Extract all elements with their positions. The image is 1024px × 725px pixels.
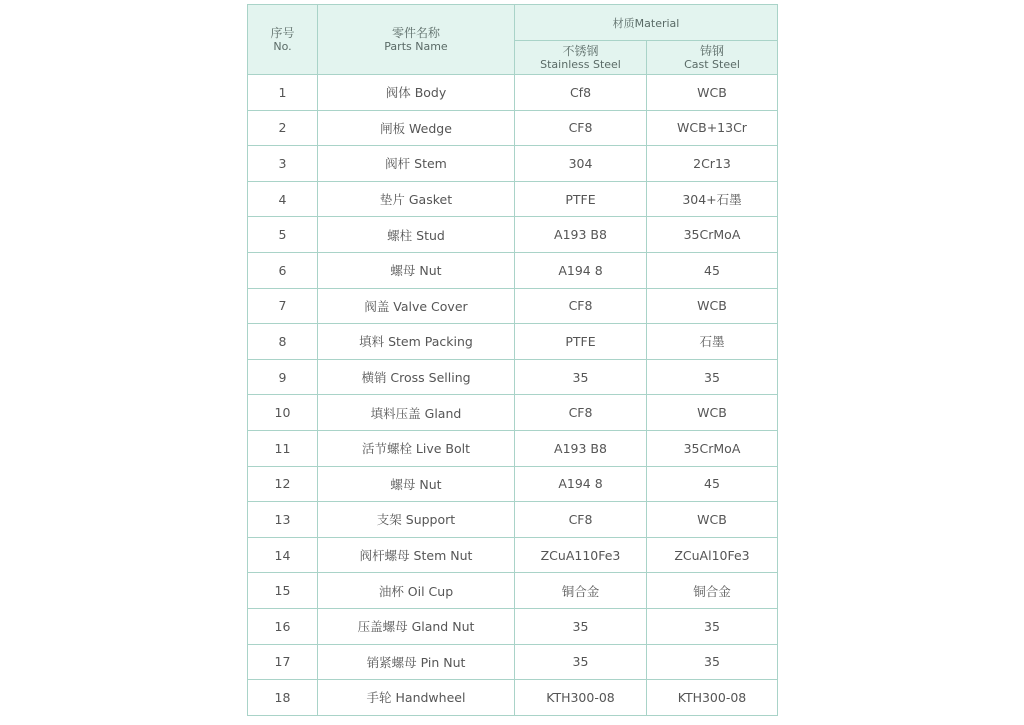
cell-part-name: 阀体 Body xyxy=(318,75,515,111)
cell-part-name: 阀盖 Valve Cover xyxy=(318,288,515,324)
cell-no: 4 xyxy=(248,181,318,217)
cell-stainless-steel: 35 xyxy=(515,608,647,644)
table-row xyxy=(248,324,778,360)
cell-part-name: 压盖螺母 Gland Nut xyxy=(318,608,515,644)
cell-no: 12 xyxy=(248,466,318,502)
cell-no: 8 xyxy=(248,324,318,360)
cell-stainless-steel: 铜合金 xyxy=(515,573,647,609)
cell-stainless-steel: A194 8 xyxy=(515,252,647,288)
cell-cast-steel: WCB xyxy=(647,395,778,431)
table-row xyxy=(248,75,778,111)
cell-no: 10 xyxy=(248,395,318,431)
cell-no: 3 xyxy=(248,146,318,182)
cell-part-name: 阀杆螺母 Stem Nut xyxy=(318,537,515,573)
cell-stainless-steel: PTFE xyxy=(515,181,647,217)
cell-stainless-steel: CF8 xyxy=(515,502,647,538)
cell-cast-steel: 35 xyxy=(647,359,778,395)
cell-cast-steel: 2Cr13 xyxy=(647,146,778,182)
table-row xyxy=(248,288,778,324)
header-no-en: No. xyxy=(273,40,292,53)
cell-stainless-steel: 35 xyxy=(515,644,647,680)
table-row xyxy=(248,395,778,431)
cell-cast-steel: 35 xyxy=(647,608,778,644)
header-cast-steel xyxy=(647,41,778,75)
cell-part-name: 螺母 Nut xyxy=(318,252,515,288)
table-row xyxy=(248,110,778,146)
cell-part-name: 手轮 Handwheel xyxy=(318,680,515,716)
table-row xyxy=(248,644,778,680)
table-row xyxy=(248,181,778,217)
header-stainless-steel xyxy=(515,41,647,75)
cell-part-name: 填料 Stem Packing xyxy=(318,324,515,360)
cell-cast-steel: WCB xyxy=(647,75,778,111)
cell-stainless-steel: CF8 xyxy=(515,288,647,324)
cell-part-name: 支架 Support xyxy=(318,502,515,538)
materials-table-container xyxy=(247,4,777,716)
cell-part-name: 螺母 Nut xyxy=(318,466,515,502)
header-cast-en: Cast Steel xyxy=(684,58,740,71)
cell-cast-steel: ZCuAl10Fe3 xyxy=(647,537,778,573)
header-parts-en: Parts Name xyxy=(384,40,448,53)
cell-cast-steel: 石墨 xyxy=(647,324,778,360)
table-row xyxy=(248,680,778,716)
cell-stainless-steel: 35 xyxy=(515,359,647,395)
cell-part-name: 螺柱 Stud xyxy=(318,217,515,253)
cell-stainless-steel: KTH300-08 xyxy=(515,680,647,716)
header-no xyxy=(248,5,318,75)
header-stainless-en: Stainless Steel xyxy=(540,58,621,71)
table-row xyxy=(248,430,778,466)
cell-no: 14 xyxy=(248,537,318,573)
table-row xyxy=(248,146,778,182)
cell-stainless-steel: CF8 xyxy=(515,110,647,146)
cell-part-name: 阀杆 Stem xyxy=(318,146,515,182)
table-body xyxy=(248,75,778,716)
cell-cast-steel: 304+石墨 xyxy=(647,181,778,217)
cell-stainless-steel: Cf8 xyxy=(515,75,647,111)
table-row xyxy=(248,252,778,288)
cell-no: 9 xyxy=(248,359,318,395)
cell-cast-steel: WCB+13Cr xyxy=(647,110,778,146)
table-row xyxy=(248,537,778,573)
table-row xyxy=(248,217,778,253)
table-row xyxy=(248,502,778,538)
header-parts-name xyxy=(318,5,515,75)
cell-no: 18 xyxy=(248,680,318,716)
cell-cast-steel: 铜合金 xyxy=(647,573,778,609)
materials-table xyxy=(247,4,778,716)
cell-no: 17 xyxy=(248,644,318,680)
cell-cast-steel: 45 xyxy=(647,466,778,502)
header-material: 材质Material xyxy=(515,5,778,41)
cell-no: 11 xyxy=(248,430,318,466)
header-cast-zh: 铸钢 xyxy=(699,44,724,58)
cell-part-name: 垫片 Gasket xyxy=(318,181,515,217)
cell-cast-steel: 35CrMoA xyxy=(647,217,778,253)
cell-part-name: 横销 Cross Selling xyxy=(318,359,515,395)
header-stainless-zh: 不锈钢 xyxy=(562,44,599,58)
cell-cast-steel: WCB xyxy=(647,502,778,538)
cell-no: 2 xyxy=(248,110,318,146)
cell-no: 15 xyxy=(248,573,318,609)
cell-stainless-steel: A193 B8 xyxy=(515,430,647,466)
cell-stainless-steel: CF8 xyxy=(515,395,647,431)
cell-part-name: 填料压盖 Gland xyxy=(318,395,515,431)
header-no-zh: 序号 xyxy=(270,26,295,40)
cell-cast-steel: 45 xyxy=(647,252,778,288)
cell-no: 13 xyxy=(248,502,318,538)
header-parts-zh: 零件名称 xyxy=(391,26,440,40)
cell-part-name: 活节螺栓 Live Bolt xyxy=(318,430,515,466)
table-row xyxy=(248,573,778,609)
cell-stainless-steel: PTFE xyxy=(515,324,647,360)
table-row xyxy=(248,359,778,395)
cell-stainless-steel: 304 xyxy=(515,146,647,182)
table-row xyxy=(248,466,778,502)
cell-no: 7 xyxy=(248,288,318,324)
cell-no: 1 xyxy=(248,75,318,111)
cell-stainless-steel: A193 B8 xyxy=(515,217,647,253)
cell-cast-steel: 35 xyxy=(647,644,778,680)
cell-cast-steel: KTH300-08 xyxy=(647,680,778,716)
cell-no: 16 xyxy=(248,608,318,644)
cell-stainless-steel: A194 8 xyxy=(515,466,647,502)
cell-stainless-steel: ZCuA110Fe3 xyxy=(515,537,647,573)
cell-no: 6 xyxy=(248,252,318,288)
cell-part-name: 闸板 Wedge xyxy=(318,110,515,146)
table-header xyxy=(248,5,778,75)
cell-part-name: 销紧螺母 Pin Nut xyxy=(318,644,515,680)
cell-part-name: 油杯 Oil Cup xyxy=(318,573,515,609)
cell-cast-steel: WCB xyxy=(647,288,778,324)
cell-no: 5 xyxy=(248,217,318,253)
cell-cast-steel: 35CrMoA xyxy=(647,430,778,466)
table-row xyxy=(248,608,778,644)
